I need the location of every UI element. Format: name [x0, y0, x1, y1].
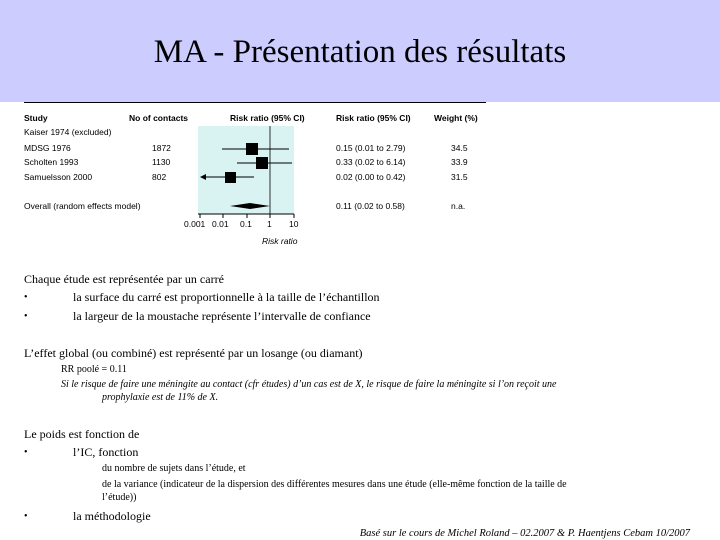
- study-square-mdsg: [246, 143, 258, 155]
- study-rr: 0.15 (0.01 to 2.79): [336, 143, 406, 153]
- axis-tick-label: 0.001: [184, 219, 206, 229]
- overall-rr: 0.11 (0.02 to 0.58): [336, 201, 405, 211]
- study-rr: 0.02 (0.00 to 0.42): [336, 172, 406, 182]
- col-header-rr-plot: Risk ratio (95% CI): [230, 113, 305, 123]
- study-contacts: 802: [152, 172, 167, 182]
- sub-bullet-text: l’étude)): [102, 492, 137, 503]
- sub-bullet-text: du nombre de sujets dans l’étude, et: [102, 463, 246, 474]
- study-name: Samuelsson 2000: [24, 172, 93, 182]
- study-name: Scholten 1993: [24, 157, 79, 167]
- forest-plot: [24, 102, 490, 252]
- bullet-text: L’effet global (ou combiné) est représenté par un losange (ou diamant): [24, 346, 363, 360]
- col-header-contacts: No of contacts: [129, 113, 189, 123]
- axis-tick-label: 1: [267, 219, 272, 229]
- col-header-study: Study: [24, 113, 48, 123]
- overall-weight: n.a.: [451, 201, 466, 211]
- bullet-text: la surface du carré est proportionnelle à la taille de l’échantillon: [73, 290, 380, 304]
- study-contacts: 1872: [152, 143, 171, 153]
- bullet-marker: •: [24, 292, 28, 303]
- slide-title: MA - Présentation des résultats: [153, 34, 567, 70]
- bullet-text: la méthodologie: [73, 509, 151, 523]
- plot-panel: [198, 126, 294, 214]
- sub-bullet-text: de la variance (indicateur de la dispersion des différentes mesures dans une étude (elle-même fonction de la taille de: [102, 479, 567, 490]
- axis-label: Risk ratio: [262, 236, 298, 246]
- bullet-text: Chaque étude est représentée par un carré: [24, 272, 224, 286]
- study-weight: 33.9: [451, 157, 468, 167]
- study-square-scholten: [256, 157, 268, 169]
- axis-tick-label: 0.1: [240, 219, 252, 229]
- forest-plot-graphic: [24, 102, 490, 252]
- bullet-text: Le poids est fonction de: [24, 427, 140, 441]
- bullet-text: la largeur de la moustache représente l’intervalle de confiance: [73, 309, 371, 323]
- study-name: MDSG 1976: [24, 143, 71, 153]
- study-contacts: 1130: [152, 157, 171, 167]
- study-weight: 34.5: [451, 143, 468, 153]
- axis-tick-label: 10: [289, 219, 299, 229]
- footer-credit: Basé sur le cours de Michel Roland – 02.2007 & P. Haentjens Cebam 10/2007: [359, 528, 690, 539]
- col-header-weight: Weight (%): [434, 113, 478, 123]
- pooled-rr-text: RR poolé = 0.11: [61, 364, 127, 375]
- col-header-rr-text: Risk ratio (95% CI): [336, 113, 411, 123]
- interpretation-text: Si le risque de faire une méningite au contact (cfr études) d’un cas est de X, le risque de faire la méningite si l’on reçoit une: [61, 379, 557, 390]
- study-weight: 31.5: [451, 172, 468, 182]
- study-rr: 0.33 (0.02 to 6.14): [336, 157, 406, 167]
- bullet-marker: •: [24, 311, 28, 322]
- axis-tick-label: 0.01: [212, 219, 229, 229]
- bullet-text: l’IC, fonction: [73, 445, 139, 459]
- study-name: Kaiser 1974 (excluded): [24, 127, 112, 137]
- bullet-marker: •: [24, 511, 28, 522]
- interpretation-text: prophylaxie est de 11% de X.: [102, 392, 219, 403]
- study-square-samuelsson: [225, 172, 236, 183]
- bullet-marker: •: [24, 447, 28, 458]
- study-name-overall: Overall (random effects model): [24, 201, 141, 211]
